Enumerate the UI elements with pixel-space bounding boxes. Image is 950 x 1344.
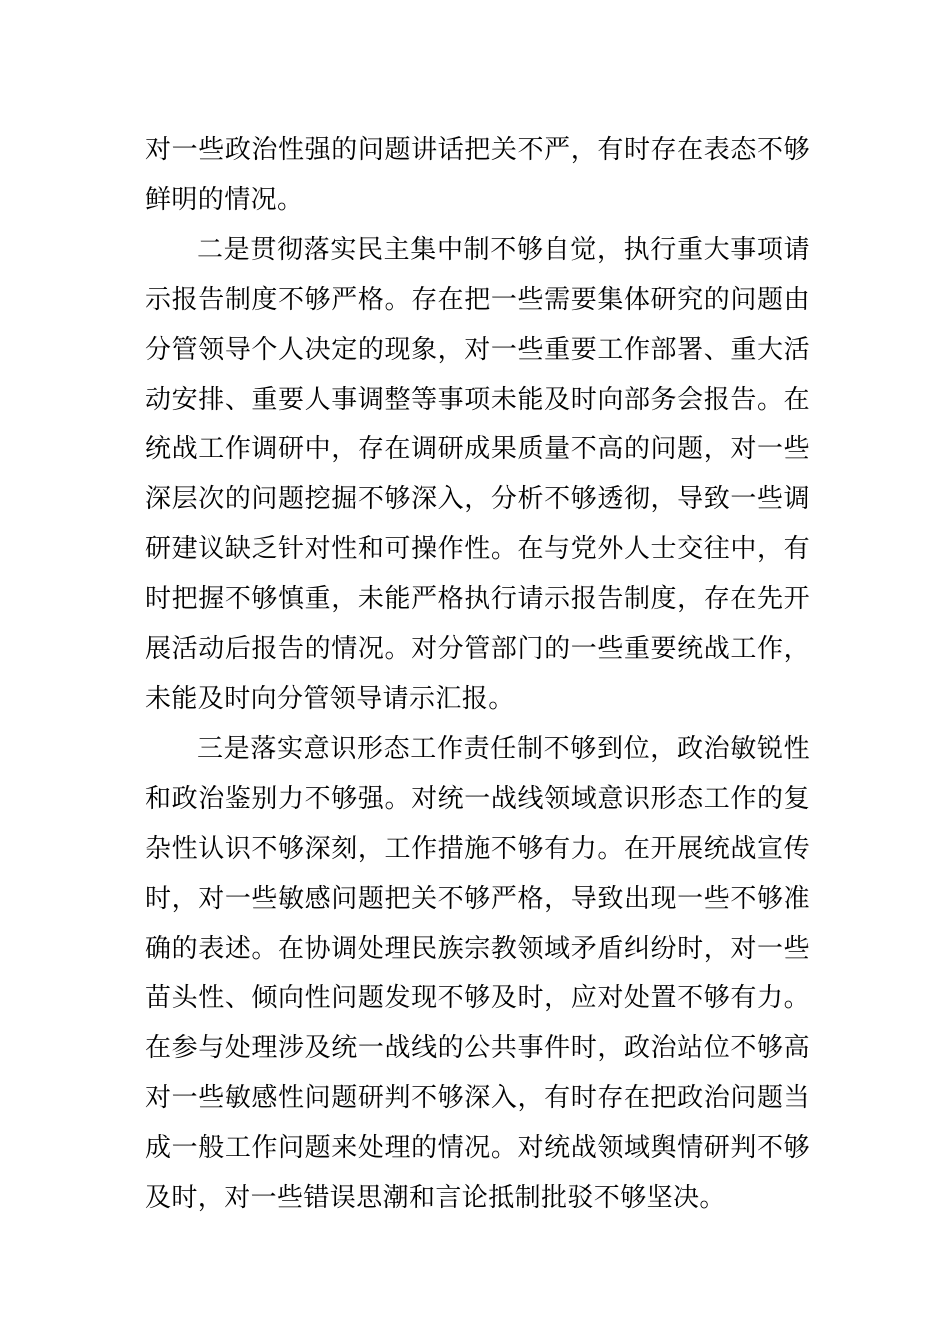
document-body <box>145 126 810 1224</box>
paragraph-point-three: 三是落实意识形态工作责任制不够到位，政治敏锐性和政治鉴别力不够强。对统一战线领域意识形态工作的复杂性认识不够深刻，工作措施不够有力。在开展统战宣传时，对一些敏感问题把关不够严格，导致出现一些不够准确的表述。在协调处理民族宗教领域矛盾纠纷时，对一些苗头性、倾向性问题发现不够及时，应对处置不够有力。在参与处理涉及统一战线的公共事件时，政治站位不够高对一些敏感性问题研判不够深入，有时存在把政治问题当成一般工作问题来处理的情况。对统战领域舆情研判不够及时，对一些错误思潮和言论抵制批驳不够坚决。 <box>145 733 810 1214</box>
paragraph-point-two: 二是贯彻落实民主集中制不够自觉，执行重大事项请示报告制度不够严格。存在把一些需要集体研究的问题由分管领导个人决定的现象，对一些重要工作部署、重大活动安排、重要人事调整等事项未能及时向部务会报告。在统战工作调研中，存在调研成果质量不高的问题，对一些深层次的问题挖掘不够深入，分析不够透彻，导致一些调研建议缺乏针对性和可操作性。在与党外人士交往中，有时把握不够慎重，未能严格执行请示报告制度，存在先开展活动后报告的情况。对分管部门的一些重要统战工作，未能及时向分管领导请示汇报。 <box>145 234 810 714</box>
paragraph-continuation: 对一些政治性强的问题讲话把关不严，有时存在表态不够鲜明的情况。 <box>145 135 810 215</box>
